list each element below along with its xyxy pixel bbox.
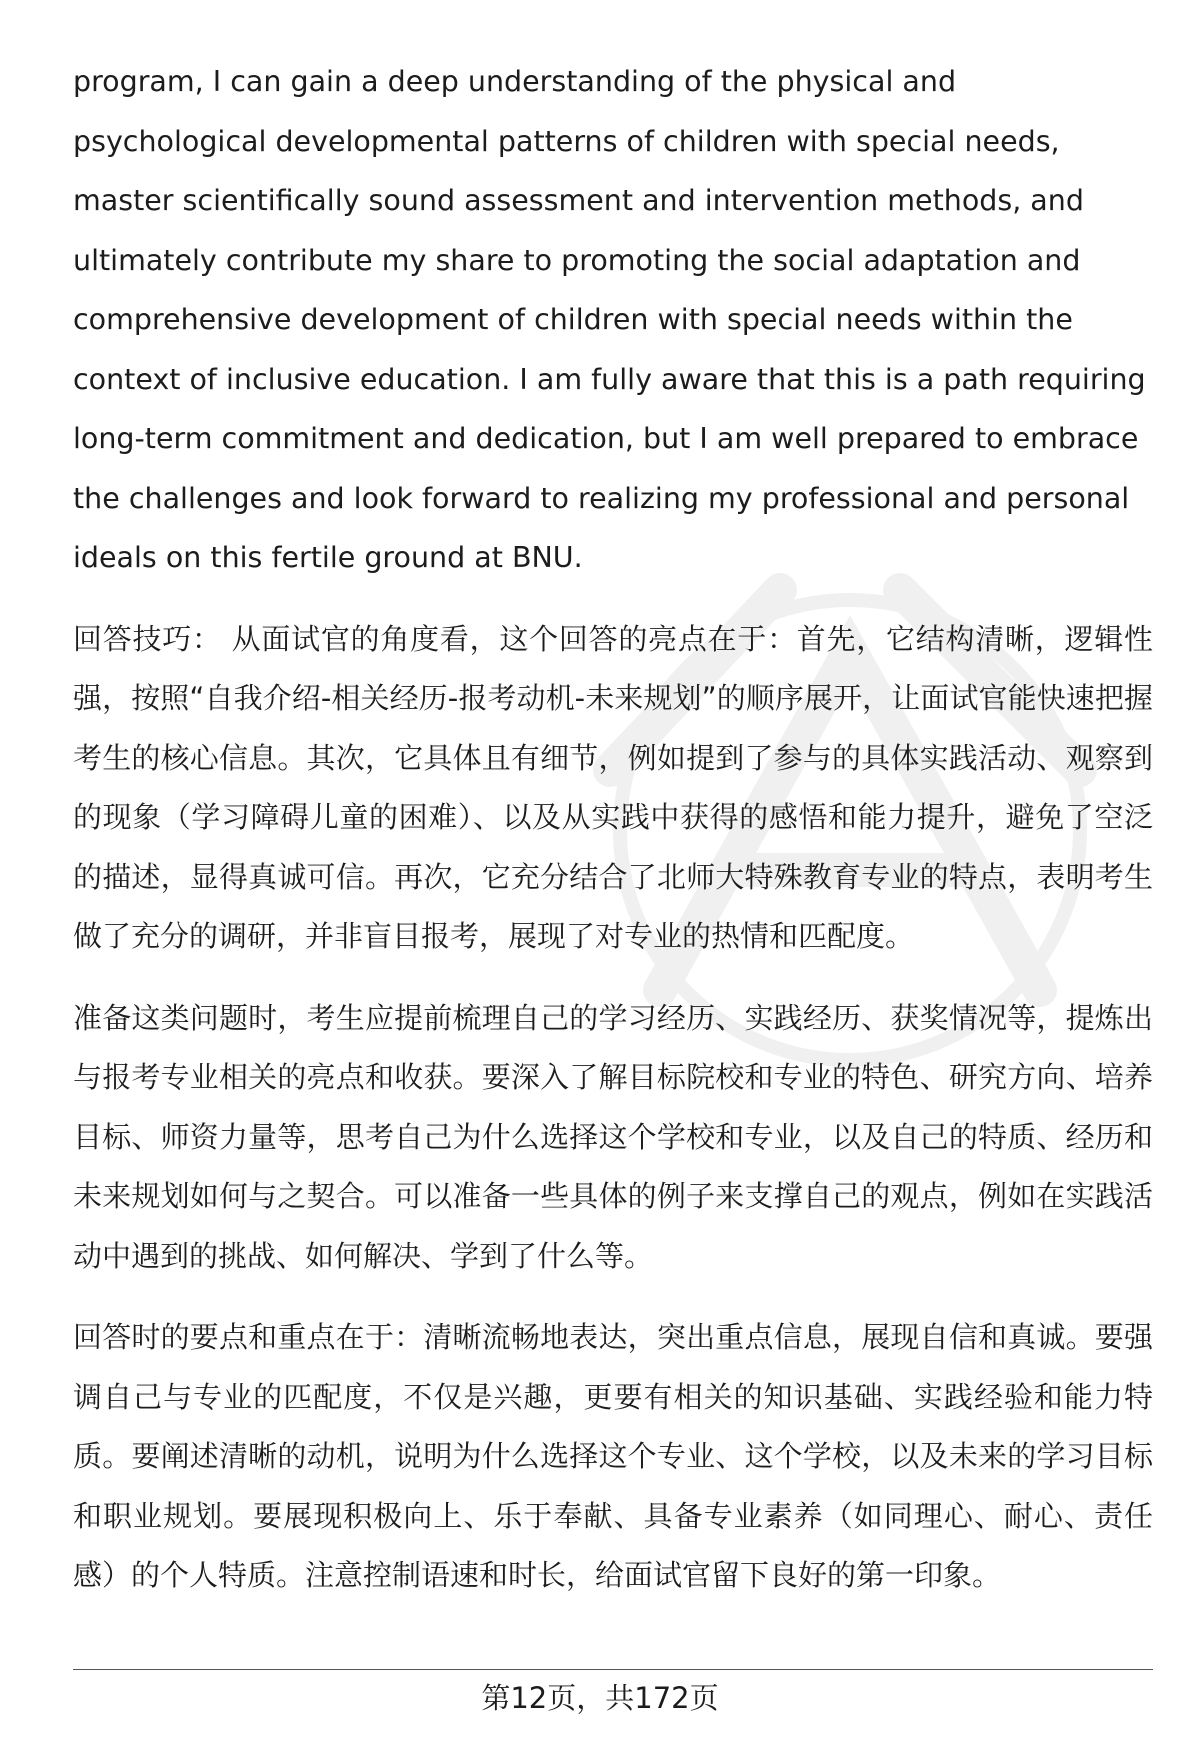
paragraph-preparation: 准备这类问题时，考生应提前梳理自己的学习经历、实践经历、获奖情况等，提炼出与报考专业相关的亮点和收获。要深入了解目标院校和专业的特色、研究方向、培养目标、师资力量等，思考自己为什么选择这个学校和专业，以及自己的特质、经历和未来规划如何与之契合。可以准备一些具体的例子来支撑自己的观点，例如在实践活动中遇到的挑战、如何解决、学到了什么等。 xyxy=(73,1000,1153,1273)
footer-divider xyxy=(73,1669,1153,1670)
paragraph-answer-tips: 回答技巧： 从面试官的角度看，这个回答的亮点在于：首先，它结构清晰，逻辑性强，按照“自我介绍-相关经历-报考动机-未来规划”的顺序展开，让面试官能快速把握考生的核心信息。其次，它具体且有细节，例如提到了参与的具体实践活动、观察到的现象（学习障碍儿童的困难）、以及从实践中获得的感悟和能力提升，避免了空泛的描述，显得真诚可信。再次，它充分结合了北师大特殊教育专业的特点，表明考生做了充分的调研，并非盲目报考，展现了对专业的热情和匹配度。 xyxy=(73,621,1153,953)
document-body xyxy=(73,52,1153,1628)
paragraph-key-points: 回答时的要点和重点在于：清晰流畅地表达，突出重点信息，展现自信和真诚。要强调自己与专业的匹配度，不仅是兴趣，更要有相关的知识基础、实践经验和能力特质。要阐述清晰的动机，说明为什么选择这个专业、这个学校，以及未来的学习目标和职业规划。要展现积极向上、乐于奉献、具备专业素养（如同理心、耐心、责任感）的个人特质。注意控制语速和时长，给面试官留下良好的第一印象。 xyxy=(73,1320,1153,1592)
paragraph-english-closing: program, I can gain a deep understanding of the physical and psychological developmental patterns of children with special needs, master scientifically sound assessment and intervention methods, and ultimately contribute my share to promoting the social adaptation and comprehensive development of children with special needs within the context of inclusive education. I am fully aware that this is a path requiring long-term commitment and dedication, but I am well prepared to embrace the challenges and look forward to realizing my professional and personal ideals on this fertile ground at BNU. xyxy=(73,65,1146,574)
page-number: 第12页，共172页 xyxy=(481,1681,719,1715)
